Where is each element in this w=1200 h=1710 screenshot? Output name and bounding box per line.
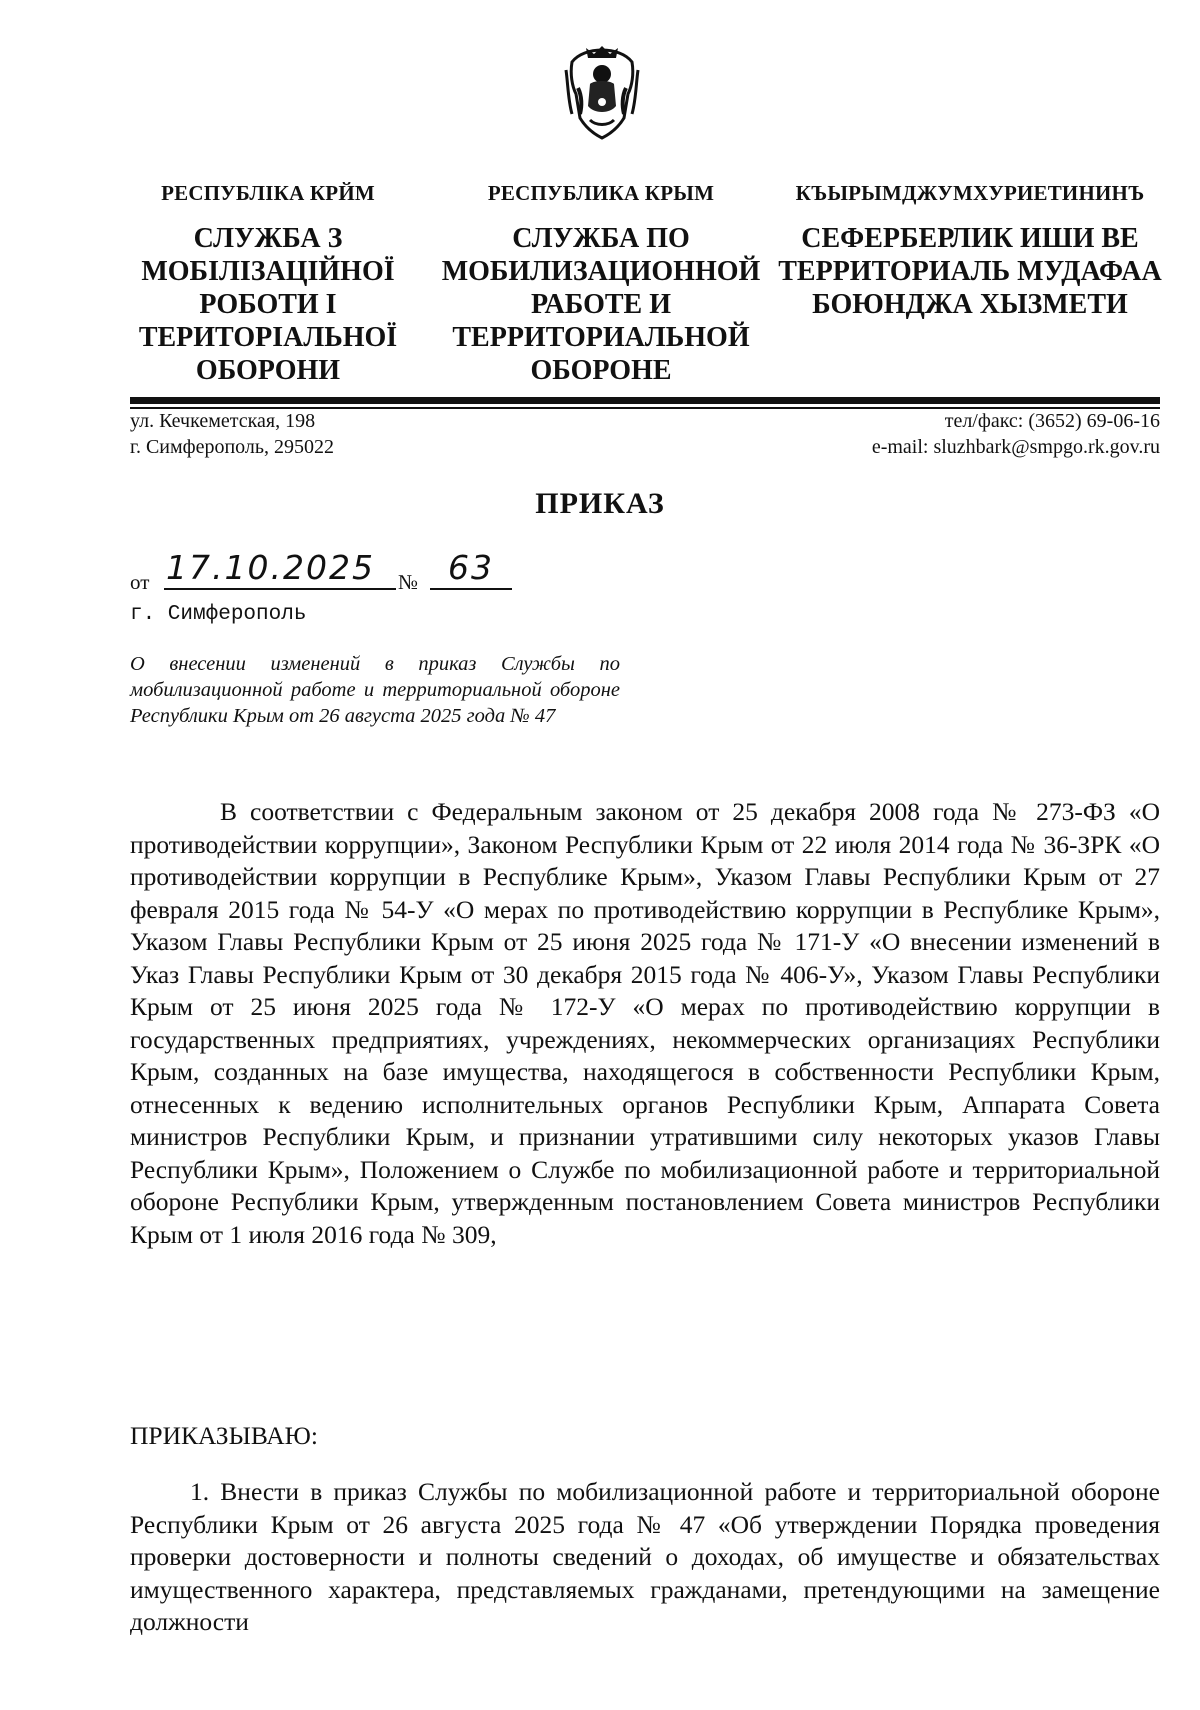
preamble-paragraph: В соответствии с Федеральным законом от 25 декабря 2008 года № 273-ФЗ «О противодействии коррупции», Законом Республики Крым от 22 июля 2014 года № 36-ЗРК «О противодействии коррупции в Республике Крым», Указом Главы Республики Крым от 27 февраля 2015 года № 54-У «О мерах по противодействию коррупции в Республике Крым», Указом Главы Республики Крым от 25 июня 2025 года № 171-У «О внесении изменений в Указ Главы Республики Крым от 30 декабря 2015 года № 406-У», Указом Главы Республики Крым от 25 июня 2025 года № 172-У «О мерах по противодействию коррупции в государственных предприятиях, учреждениях, некоммерческих организациях Республики Крым, созданных на базе имущества, находящегося в собственности Республики Крым, отнесенных к ведению исполнительных органов Республики Крым, Аппарата Совета министров Республики Крым, и признании утратившими силу некоторых указов Главы Республики Крым», Положением о Службе по мобилизационной работе и территориальной обороне Республики Крым, утвержденным постановлением Совета министров Республики Крым от 1 июля 2016 года № 309, (130, 797, 1160, 1249)
number-label: № (398, 570, 419, 594)
street-address: ул. Кечкеметская, 198 (130, 410, 316, 432)
email-address: e-mail: sluzhbark@smpgo.rk.gov.ru (871, 436, 1160, 458)
header-divider-thick (130, 397, 1160, 404)
address-block (130, 408, 334, 460)
header-ukrainian (128, 180, 408, 387)
handwritten-number: 63 (448, 548, 494, 587)
country-name-ua: РЕСПУБЛІКА КРЙМ (161, 181, 375, 205)
org-name-crh: СЕФЕРБЕРЛИК ИШИ ВЕ ТЕРРИТОРИАЛЬ МУДАФАА БОЮНДЖА ХЫЗМЕТИ (778, 223, 1162, 320)
date-number-line (130, 548, 630, 596)
contact-block (872, 408, 1160, 460)
order-item-1: 1. Внести в приказ Службы по мобилизационной работе и территориальной обороне Республики Крым от 26 августа 2025 года № 47 «Об утверждении Порядка проведения проверки достоверности и полноты сведений о доходах, об имуществе и обязательствах имущественного характера, представляемых гражданами, претендующими на замещение должности (130, 1477, 1160, 1636)
issue-city: г. Симферополь (130, 603, 307, 626)
crimea-coat-of-arms-icon (560, 44, 644, 142)
org-name-ua: СЛУЖБА З МОБІЛІЗАЦІЙНОЇ РОБОТИ І ТЕРИТОРІАЛЬНОЇ ОБОРОНИ (138, 223, 398, 386)
country-name-crh: КЪЫРЫМДЖУМХУРИЕТИНИНЪ (795, 181, 1145, 205)
header-russian (428, 180, 774, 387)
order-directive: ПРИКАЗЫВАЮ: (130, 1421, 318, 1450)
phone-fax: тел/факс: (3652) 69-06-16 (944, 410, 1160, 432)
number-underline (430, 588, 512, 590)
country-name-ru: РЕСПУБЛИКА КРЫМ (487, 181, 715, 205)
city-zip: г. Симферополь, 295022 (130, 436, 335, 458)
order-subject: О внесении изменений в приказ Службы по мобилизационной работе и территориальной обороне Республики Крым от 26 августа 2025 года № 47 (130, 653, 620, 727)
handwritten-date: 17.10.2025 (166, 548, 375, 587)
date-label: от (130, 570, 150, 594)
date-underline (164, 588, 396, 590)
header-crimean-tatar (778, 180, 1162, 321)
document-title: ПРИКАЗ (535, 487, 665, 520)
org-name-ru: СЛУЖБА ПО МОБИЛИЗАЦИОННОЙ РАБОТЕ И ТЕРРИТОРИАЛЬНОЙ ОБОРОНЕ (441, 223, 761, 386)
